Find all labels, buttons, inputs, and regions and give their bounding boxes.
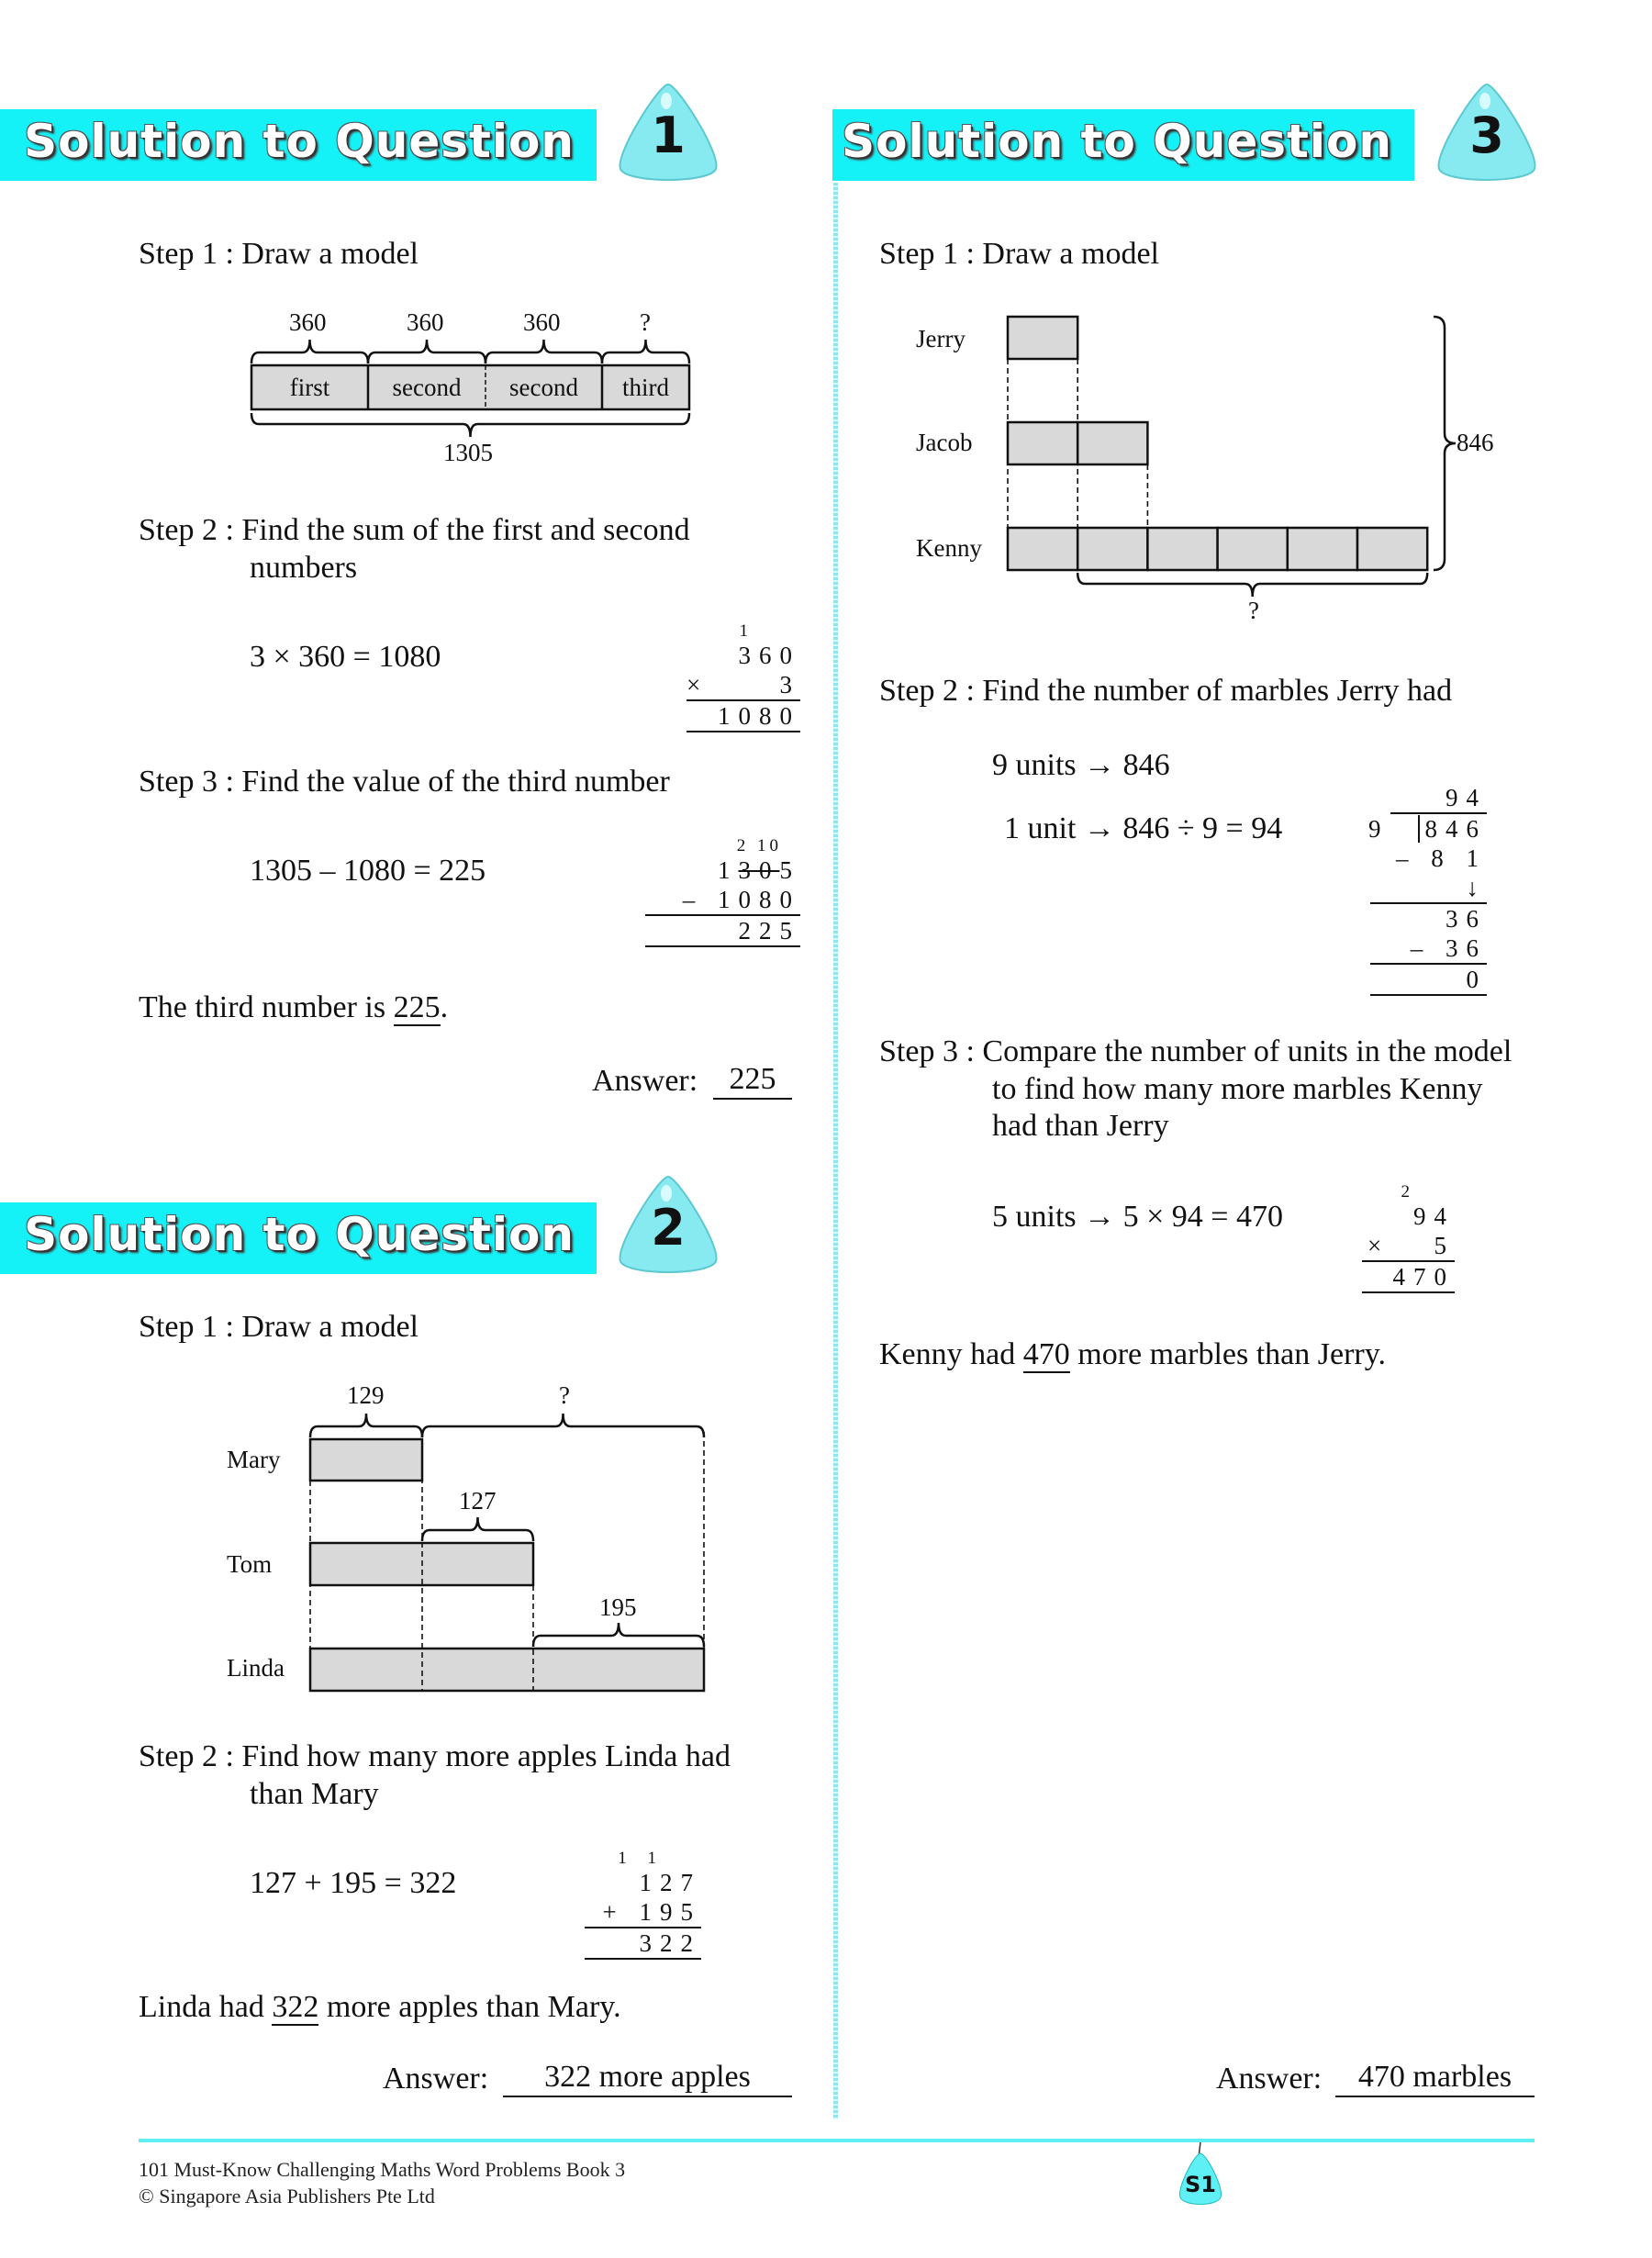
q1-answer: 225 <box>713 1061 792 1100</box>
q3-step1: Step 1 : Draw a model <box>879 237 1159 271</box>
q2-tom-more: 127 <box>459 1487 497 1515</box>
q3-conclusion: Kenny had 470 more marbles than Jerry. <box>879 1337 1387 1371</box>
q2-model <box>310 1414 704 1691</box>
unit-box <box>1008 422 1077 464</box>
q1-step3: Step 3 : Find the value of the third number <box>139 765 670 799</box>
q1-step1: Step 1 : Draw a model <box>139 237 419 271</box>
unit-box <box>1147 528 1217 570</box>
unit-box <box>1077 422 1147 464</box>
q2-name-mary: Mary <box>227 1446 281 1473</box>
page-number-tag <box>1175 2142 1226 2207</box>
brace <box>486 340 602 363</box>
q3-name-kenny: Kenny <box>916 534 982 562</box>
q1-subtraction <box>645 837 800 947</box>
footer-book-title: 101 Must-Know Challenging Maths Word Problems Book 3 <box>139 2158 626 2181</box>
brace <box>251 340 368 363</box>
calc-row: 36 <box>1370 902 1487 933</box>
q2-unknown: ? <box>559 1381 570 1409</box>
q2-answer: 322 more apples <box>503 2059 792 2097</box>
calc-row: – 1080 <box>682 886 800 913</box>
calc-row: – 36 <box>1410 934 1487 962</box>
calc-result: 470 <box>1362 1260 1455 1291</box>
q2-step1: Step 1 : Draw a model <box>139 1310 419 1344</box>
page-number: S1 <box>1185 2172 1216 2197</box>
unit-box <box>1288 528 1357 570</box>
q1-cell-label: first <box>289 374 330 401</box>
brace <box>1434 317 1456 570</box>
q1-answer-label: Answer: <box>592 1064 698 1098</box>
q1-cell-label: second <box>392 374 462 401</box>
q3-answer-label: Answer: <box>1216 2062 1323 2096</box>
q3-answer: 470 marbles <box>1335 2059 1535 2097</box>
carry: 1 1 <box>618 1849 664 1868</box>
q3-step3: Step 3 : Compare the number of units in the model <box>879 1034 1512 1068</box>
brace <box>533 1623 704 1647</box>
q2-name-tom: Tom <box>227 1550 273 1578</box>
q3-banner-title: Solution to Question <box>842 115 1392 168</box>
carry: 2 <box>1401 1182 1418 1202</box>
q3-equation-3: 5 units → 5 × 94 = 470 <box>992 1200 1283 1234</box>
q2-number: 2 <box>651 1199 686 1257</box>
brace <box>251 413 689 437</box>
calc-row: × 5 <box>1367 1232 1455 1259</box>
q2-banner-title: Solution to Question <box>24 1208 575 1261</box>
q2-equation: 127 + 195 = 322 <box>250 1866 457 1900</box>
q2-step2: Step 2 : Find how many more apples Linda had <box>139 1739 731 1773</box>
calc-result: 1080 <box>686 699 800 731</box>
borrow: 2 10 <box>736 836 782 855</box>
q2-mary-value: 129 <box>347 1381 385 1409</box>
q3-total: 846 <box>1457 429 1494 456</box>
q1-step2: Step 2 : Find the sum of the first and second <box>139 513 690 547</box>
calc-row: – 8 1 ↓ <box>1396 844 1487 901</box>
unit-box <box>1008 317 1077 359</box>
q2-linda-more: 195 <box>599 1593 637 1621</box>
unit-box <box>1357 528 1427 570</box>
q1-equation: 3 × 360 = 1080 <box>250 640 441 674</box>
q3-step2: Step 2 : Find the number of marbles Jerry had <box>879 674 1453 708</box>
quotient: 94 <box>1446 784 1487 811</box>
calc-row: 360 <box>738 642 800 669</box>
q1-total-label: 1305 <box>443 439 493 466</box>
q3-number: 3 <box>1469 106 1504 164</box>
q1-cell-label: third <box>622 374 669 401</box>
calc-row: 9 846 <box>1390 812 1487 844</box>
linda-bar <box>310 1649 704 1691</box>
q1-multiplication <box>686 622 800 732</box>
q3-equation-1: 9 units → 846 <box>992 748 1170 782</box>
carry: 1 <box>739 621 756 641</box>
unit-box <box>1218 528 1288 570</box>
q2-conclusion: Linda had 322 more apples than Mary. <box>139 1990 621 2024</box>
q1-model-label: 360 <box>407 308 444 336</box>
q3-equation-2: 1 unit → 846 ÷ 9 = 94 <box>1004 811 1283 845</box>
unit-box <box>1008 528 1077 570</box>
q3-unknown: ? <box>1248 597 1259 624</box>
q1-cell-label: second <box>509 374 578 401</box>
brace <box>368 340 486 363</box>
brace <box>602 340 689 363</box>
brace <box>1077 573 1427 597</box>
q1-model-label: 360 <box>289 308 327 336</box>
q3-name-jerry: Jerry <box>916 325 966 352</box>
q1-step2-cont: numbers <box>250 551 358 585</box>
q2-step2-cont: than Mary <box>250 1777 379 1811</box>
brace <box>422 1517 533 1541</box>
calc-result: 225 <box>645 914 800 945</box>
q3-step3-cont: to find how many more marbles Kenny <box>992 1072 1483 1106</box>
unit-box <box>1077 528 1147 570</box>
calc-row: × 3 <box>686 671 800 699</box>
calc-row: + 195 <box>602 1898 701 1926</box>
calc-row: 1305 <box>718 856 800 884</box>
q1-number: 1 <box>651 106 686 164</box>
q3-step3-cont-2: had than Jerry <box>992 1109 1169 1143</box>
footer-divider <box>139 2139 1535 2142</box>
calc-result: 322 <box>585 1927 701 1958</box>
q1-model-label: ? <box>640 308 651 336</box>
q1-conclusion: The third number is 225. <box>139 990 449 1024</box>
calc-result: 0 <box>1370 963 1487 994</box>
q3-long-division <box>1370 783 1487 996</box>
q3-name-jacob: Jacob <box>916 429 973 456</box>
q3-model <box>1008 317 1456 597</box>
q2-name-linda: Linda <box>227 1654 285 1682</box>
q1-model-label: 360 <box>523 308 561 336</box>
calc-row: 127 <box>639 1869 701 1896</box>
brace <box>310 1414 422 1437</box>
q2-answer-label: Answer: <box>383 2062 489 2096</box>
calc-row: 94 <box>1413 1202 1455 1230</box>
q1-banner-title: Solution to Question <box>24 115 575 168</box>
q1-equation-2: 1305 – 1080 = 225 <box>250 854 486 888</box>
mary-bar <box>310 1439 422 1481</box>
footer-copyright: © Singapore Asia Publishers Pte Ltd <box>139 2185 435 2208</box>
brace <box>422 1414 704 1437</box>
q2-addition <box>585 1850 701 1960</box>
q3-multiplication <box>1362 1183 1455 1293</box>
